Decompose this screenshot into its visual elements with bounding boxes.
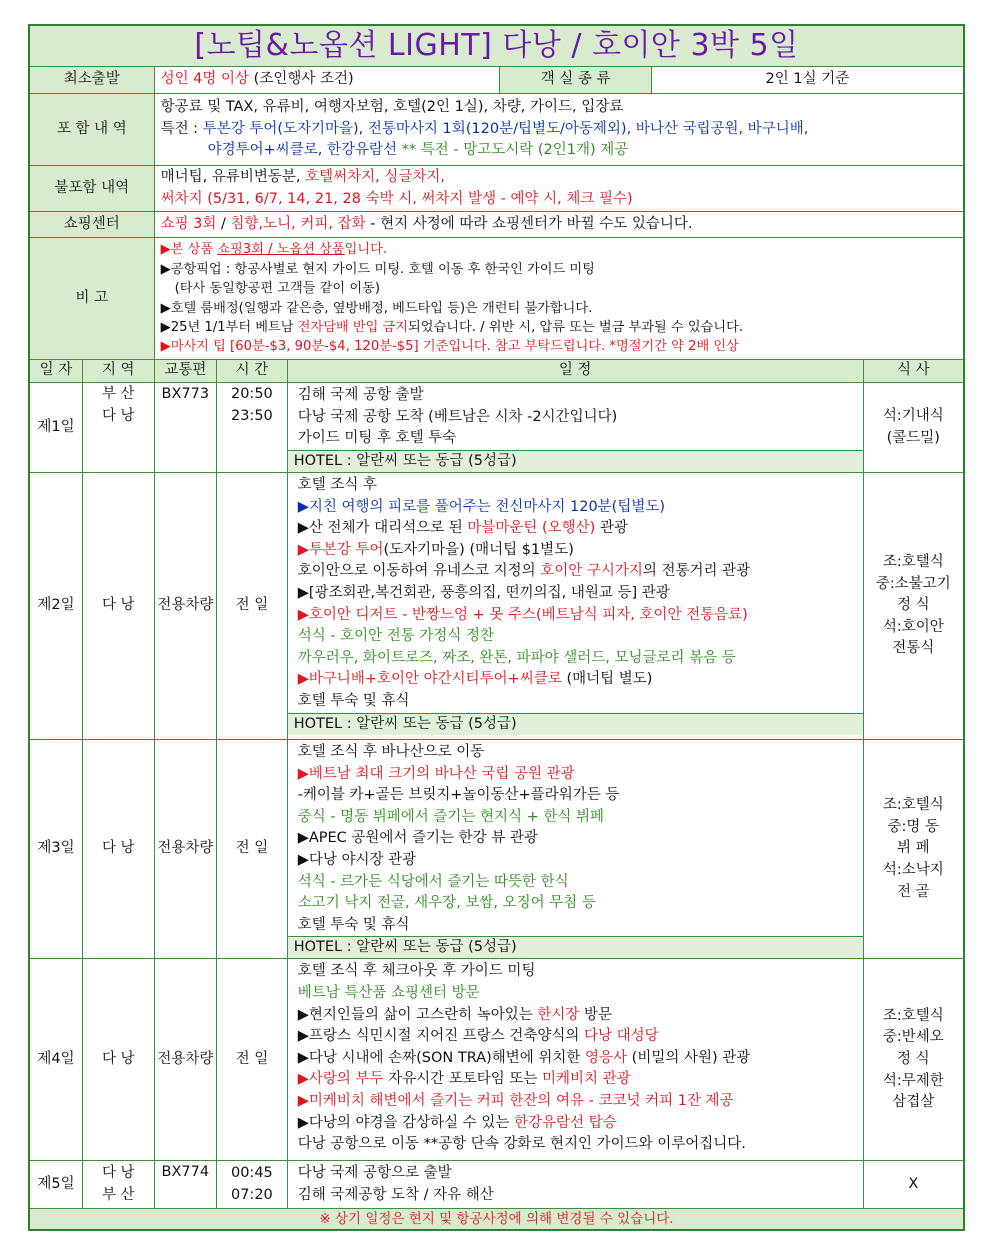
header-date: 일 자	[29, 360, 82, 383]
shopping-label: 쇼핑센터	[29, 212, 154, 238]
note-3: (타사 동일항공편 고객들 같이 이동)	[174, 281, 380, 297]
room-type-label: 객 실 종 류	[500, 67, 651, 94]
meal: 조:호텔식 중:명 동 뷔 페 석:소낙지 전 골	[863, 740, 964, 959]
notes-label: 비 고	[29, 238, 154, 360]
note-4: ▶호텔 룸배정(일행과 같은층, 옆방배정, 베드타입 등)은 개런티 불가합니다.	[160, 300, 593, 316]
day-label: 제3일	[29, 740, 82, 959]
meal: X	[863, 1161, 964, 1209]
meal: 조:호텔식 중:반세오 정 식 석:무제한 삼겹살	[863, 959, 964, 1161]
day-row	[29, 383, 964, 473]
hotel-info: HOTEL : 알란씨 또는 동급 (5성급)	[288, 936, 863, 958]
shopping-body: 쇼핑 3회 / 침향,노니, 커피, 잡화 - 현지 사정에 따라 쇼핑센터가 바뀔 수도 있습니다.	[154, 212, 964, 238]
note-6: ▶마사지 팁 [60분-$3, 90분-$4, 120분-$5] 기준입니다. 참고 부탁드립니다. *명절기간 약 2배 인상	[160, 339, 739, 355]
schedule: 김해 국제 공항 출발 다낭 국제 공항 도착 (베트남은 시차 -2시간입니다) 가이드 미팅 후 호텔 투숙 HOTEL : 알란씨 또는 동급 (5성급)	[287, 383, 863, 473]
time: 전 일	[217, 473, 288, 740]
header-region: 지 역	[82, 360, 154, 383]
min-departure-row	[29, 67, 964, 94]
min-departure-value: 성인 4명 이상 (조인행사 조건)	[154, 67, 500, 94]
notes-body	[154, 238, 964, 360]
schedule: 다낭 국제 공항으로 출발 김해 국제공항 도착 / 자유 해산	[287, 1161, 863, 1209]
excluded-row	[29, 166, 964, 212]
itinerary-sheet	[28, 24, 965, 1231]
transport: 전용차량	[154, 473, 217, 740]
day-row	[29, 959, 964, 1161]
time: 전 일	[217, 959, 288, 1161]
included-line-2: 특전 : 투본강 투어(도자기마을), 전통마사지 1회(120분/팁별도/아동제외), 바나산 국립공원, 바구니배,	[160, 120, 809, 137]
excluded-line-2: 써차지 (5/31, 6/7, 14, 21, 28 숙박 시, 써차지 발생 - 예약 시, 체크 필수)	[160, 190, 633, 207]
day-row	[29, 1161, 964, 1209]
note-1: ▶본 상품 쇼핑3회 / 노옵션 상품입니다.	[160, 242, 388, 258]
region: 다 낭 부 산	[82, 1161, 154, 1209]
schedule-header-row	[29, 360, 964, 383]
transport: 전용차량	[154, 959, 217, 1161]
room-type-value: 2인 1실 기준	[651, 67, 964, 94]
region: 다 낭	[82, 473, 154, 740]
itinerary-table	[28, 24, 965, 1231]
day-label: 제2일	[29, 473, 82, 740]
excluded-body	[154, 166, 964, 212]
excluded-line-1: 매너팁, 유류비변동분, 호텔써차지, 싱글차지,	[160, 168, 445, 185]
transport: BX774	[154, 1161, 217, 1209]
region: 다 낭	[82, 959, 154, 1161]
region: 부 산 다 낭	[82, 383, 154, 473]
header-time: 시 간	[217, 360, 288, 383]
excluded-label: 불포함 내역	[29, 166, 154, 212]
transport: 전용차량	[154, 740, 217, 959]
day-label: 제4일	[29, 959, 82, 1161]
note-2: ▶공항픽업 : 항공사별로 현지 가이드 미팅. 호텔 이동 후 한국인 가이드 미팅	[160, 261, 595, 277]
schedule: 호텔 조식 후 바나산으로 이동 ▶베트남 최대 크기의 바나산 국립 공원 관광 -케이블 카+골든 브릿지+놀이동산+플라워가든 등 중식 - 명동 뷔페에서 즐기는 현지식 + 한식 뷔페 ▶APEC 공원에서 즐기는 한강 뷰 관광 ▶다낭 야시장 관광 석식 - 르가든 식당에서 즐기는 따뜻한 한식 소고기 낙지 전골, 새우장, 보쌈, 오징어 무침 등 호텔 투숙 및 휴식 HOTEL : 알란씨 또는 동급 (5성급)	[287, 740, 863, 959]
page-title: [노팁&노옵션 LIGHT] 다낭 / 호이안 3박 5일	[29, 25, 964, 67]
day-label: 제5일	[29, 1161, 82, 1209]
note-5: ▶25년 1/1부터 베트남 전자담배 반입 금지되었습니다. / 위반 시, 압류 또는 벌금 부과될 수 있습니다.	[160, 319, 744, 335]
time: 전 일	[217, 740, 288, 959]
header-transport: 교통편	[154, 360, 217, 383]
meal: 석:기내식 (콜드밀)	[863, 383, 964, 473]
min-departure-label: 최소출발	[29, 67, 154, 94]
time: 20:50 23:50	[217, 383, 288, 473]
meal: 조:호텔식 중:소불고기 정 식 석:호이안 전통식	[863, 473, 964, 740]
transport: BX773	[154, 383, 217, 473]
day-row	[29, 740, 964, 959]
footer-notice: ※ 상기 일정은 현지 및 항공사정에 의해 변경될 수 있습니다.	[29, 1209, 964, 1231]
header-meal: 식 사	[863, 360, 964, 383]
shopping-row	[29, 212, 964, 238]
hotel-info: HOTEL : 알란씨 또는 동급 (5성급)	[288, 713, 863, 735]
footer-row	[29, 1209, 964, 1231]
included-row	[29, 94, 964, 166]
title-row	[29, 25, 964, 67]
region: 다 낭	[82, 740, 154, 959]
schedule: 호텔 조식 후 ▶지친 여행의 피로를 풀어주는 전신마사지 120분(팁별도) ▶산 전체가 대리석으로 된 마블마운틴 (오행산) 관광 ▶투본강 투어(도자기마을) (매너팁 $1별도) 호이안으로 이동하여 유네스코 지정의 호이안 구시가지의 전통거리 관광 ▶[광조회관,복건회관, 풍흥의집, 떤끼의집, 내원교 등] 관광 ▶호이안 디저트 - 반짱느엉 + 못 주스(베트남식 피자, 호이안 전통음료) 석식 - 호이안 전통 가정식 정찬 까우러우, 화이트로즈, 짜조, 완톤, 파파야 샐러드, 모닝글로리 볶음 등 ▶바구니배+호이안 야간시티투어+씨클로 (매너팁 별도) 호텔 투숙 및 휴식 HOTEL : 알란씨 또는 동급 (5성급)	[287, 473, 863, 740]
time: 00:45 07:20	[217, 1161, 288, 1209]
schedule: 호텔 조식 후 체크아웃 후 가이드 미팅 베트남 특산품 쇼핑센터 방문 ▶현지인들의 삶이 고스란히 녹아있는 한시장 방문 ▶프랑스 식민시절 지어진 프랑스 건축양식의 다낭 대성당 ▶다낭 시내에 손짜(SON TRA)해변에 위치한 영응사 (비밀의 사원) 관광 ▶사랑의 부두 자유시간 포토타임 또는 미케비치 관광 ▶미케비치 해변에서 즐기는 커피 한잔의 여유 - 코코넛 커피 1잔 제공 ▶다낭의 야경을 감상하실 수 있는 한강유람선 탑승 다낭 공항으로 이동 **공항 단속 강화로 현지인 가이드와 이루어집니다.	[287, 959, 863, 1161]
included-body	[154, 94, 964, 166]
notes-row	[29, 238, 964, 360]
hotel-info: HOTEL : 알란씨 또는 동급 (5성급)	[288, 450, 863, 472]
day-label: 제1일	[29, 383, 82, 473]
included-line-3: 야경투어+씨클로, 한강유람선 ** 특전 - 망고도시락 (2인1개) 제공	[207, 142, 629, 159]
included-line-1: 항공료 및 TAX, 유류비, 여행자보험, 호텔(2인 1실), 차량, 가이드, 입장료	[160, 99, 624, 116]
included-label: 포 함 내 역	[29, 94, 154, 166]
header-schedule: 일 정	[287, 360, 863, 383]
day-row	[29, 473, 964, 740]
